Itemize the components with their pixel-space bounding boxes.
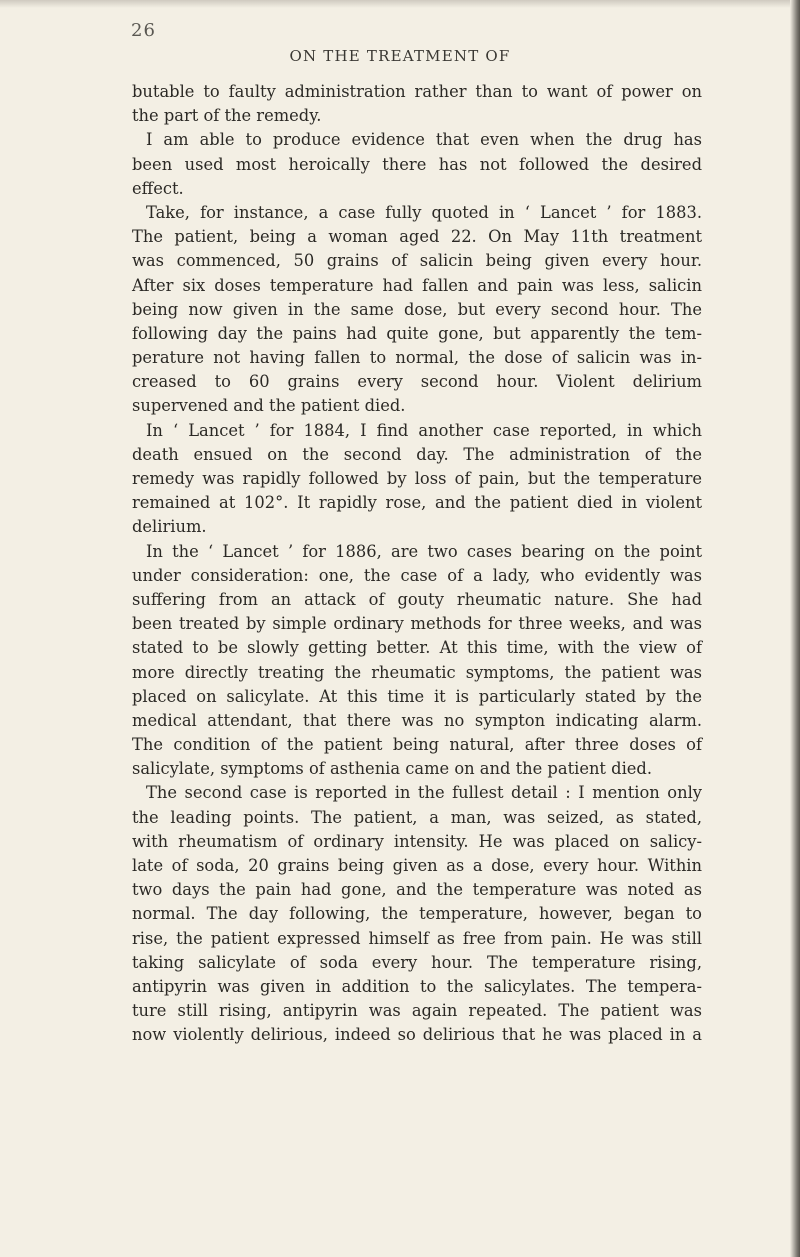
text-line: medical attendant, that there was no sympton indicating alarm. — [132, 710, 702, 730]
text-line: with rheumatism of ordinary intensity. He was placed on salicy- — [132, 831, 702, 851]
text-line: remedy was rapidly followed by loss of pain, but the temperature — [132, 469, 702, 488]
text-line: antipyrin was given in addition to the salicylates. The tempera- — [132, 976, 702, 996]
text-line: delirium. — [132, 517, 207, 537]
text-line: suffering from an attack of gouty rheumatic nature. She had — [132, 589, 702, 609]
text-line: In the ‘ Lancet ’ for 1886, are two cases bearing on the point — [146, 541, 702, 561]
body-text — [132, 80, 702, 1048]
text-line: stated to be slowly getting better. At this time, with the view of — [132, 638, 702, 658]
text-line: In ‘ Lancet ’ for 1884, I find another case reported, in which — [146, 420, 702, 440]
text-line: following day the pains had quite gone, but apparently the tem- — [132, 323, 702, 343]
text-line: the leading points. The patient, a man, was seized, as stated, — [132, 807, 702, 827]
page-right-edge-shadow — [790, 0, 800, 1257]
text-line: The patient, being a woman aged 22. On May 11th treatment — [132, 227, 702, 247]
text-line: been used most heroically there has not followed the desired — [132, 154, 702, 174]
text-line: remained at 102°. It rapidly rose, and the patient died in violent — [132, 493, 702, 513]
text-line: butable to faulty administration rather than to want of power on — [132, 82, 702, 101]
page-number: 26 — [131, 20, 156, 41]
text-line: late of soda, 20 grains being given as a dose, every hour. Within — [132, 856, 702, 875]
text-line: was commenced, 50 grains of salicin being given every hour. — [132, 251, 702, 271]
page-top-edge-shadow — [0, 0, 792, 8]
text-line: supervened and the patient died. — [132, 396, 406, 416]
text-line: taking salicylate of soda every hour. The temperature rising, — [132, 952, 702, 972]
text-line: death ensued on the second day. The administration of the — [132, 444, 702, 464]
text-line: two days the pain had gone, and the temperature was noted as — [132, 880, 702, 900]
text-line: perature not having fallen to normal, the dose of salicin was in- — [132, 348, 702, 368]
text-line: the part of the remedy. — [132, 106, 322, 126]
text-line: creased to 60 grains every second hour. Violent delirium — [132, 372, 702, 392]
text-line: more directly treating the rheumatic symptoms, the patient was — [132, 662, 702, 682]
running-head: ON THE TREATMENT OF — [289, 47, 511, 65]
text-line: salicylate, symptoms of asthenia came on and the patient died. — [132, 759, 653, 779]
text-line: effect. — [132, 178, 184, 198]
text-line: ture still rising, antipyrin was again repeated. The patient was — [132, 1001, 702, 1021]
text-line: The second case is reported in the fullest detail : I mention only — [146, 783, 702, 803]
text-line: being now given in the same dose, but every second hour. The — [132, 299, 702, 319]
text-line: normal. The day following, the temperature, however, began to — [132, 904, 702, 924]
text-line: now violently delirious, indeed so delirious that he was placed in a — [132, 1025, 702, 1045]
text-line: been treated by simple ordinary methods for three weeks, and was — [132, 614, 702, 634]
text-line: placed on salicylate. At this time it is particularly stated by the — [132, 686, 702, 706]
text-line: Take, for instance, a case fully quoted in ‘ Lancet ’ for 1883. — [146, 202, 702, 222]
text-line: I am able to produce evidence that even when the drug has — [146, 130, 702, 150]
text-line: under consideration: one, the case of a lady, who evidently was — [132, 565, 702, 585]
text-line: The condition of the patient being natural, after three doses of — [132, 735, 702, 755]
text-line: rise, the patient expressed himself as free from pain. He was still — [132, 928, 702, 948]
text-line: After six doses temperature had fallen and pain was less, salicin — [132, 275, 702, 295]
